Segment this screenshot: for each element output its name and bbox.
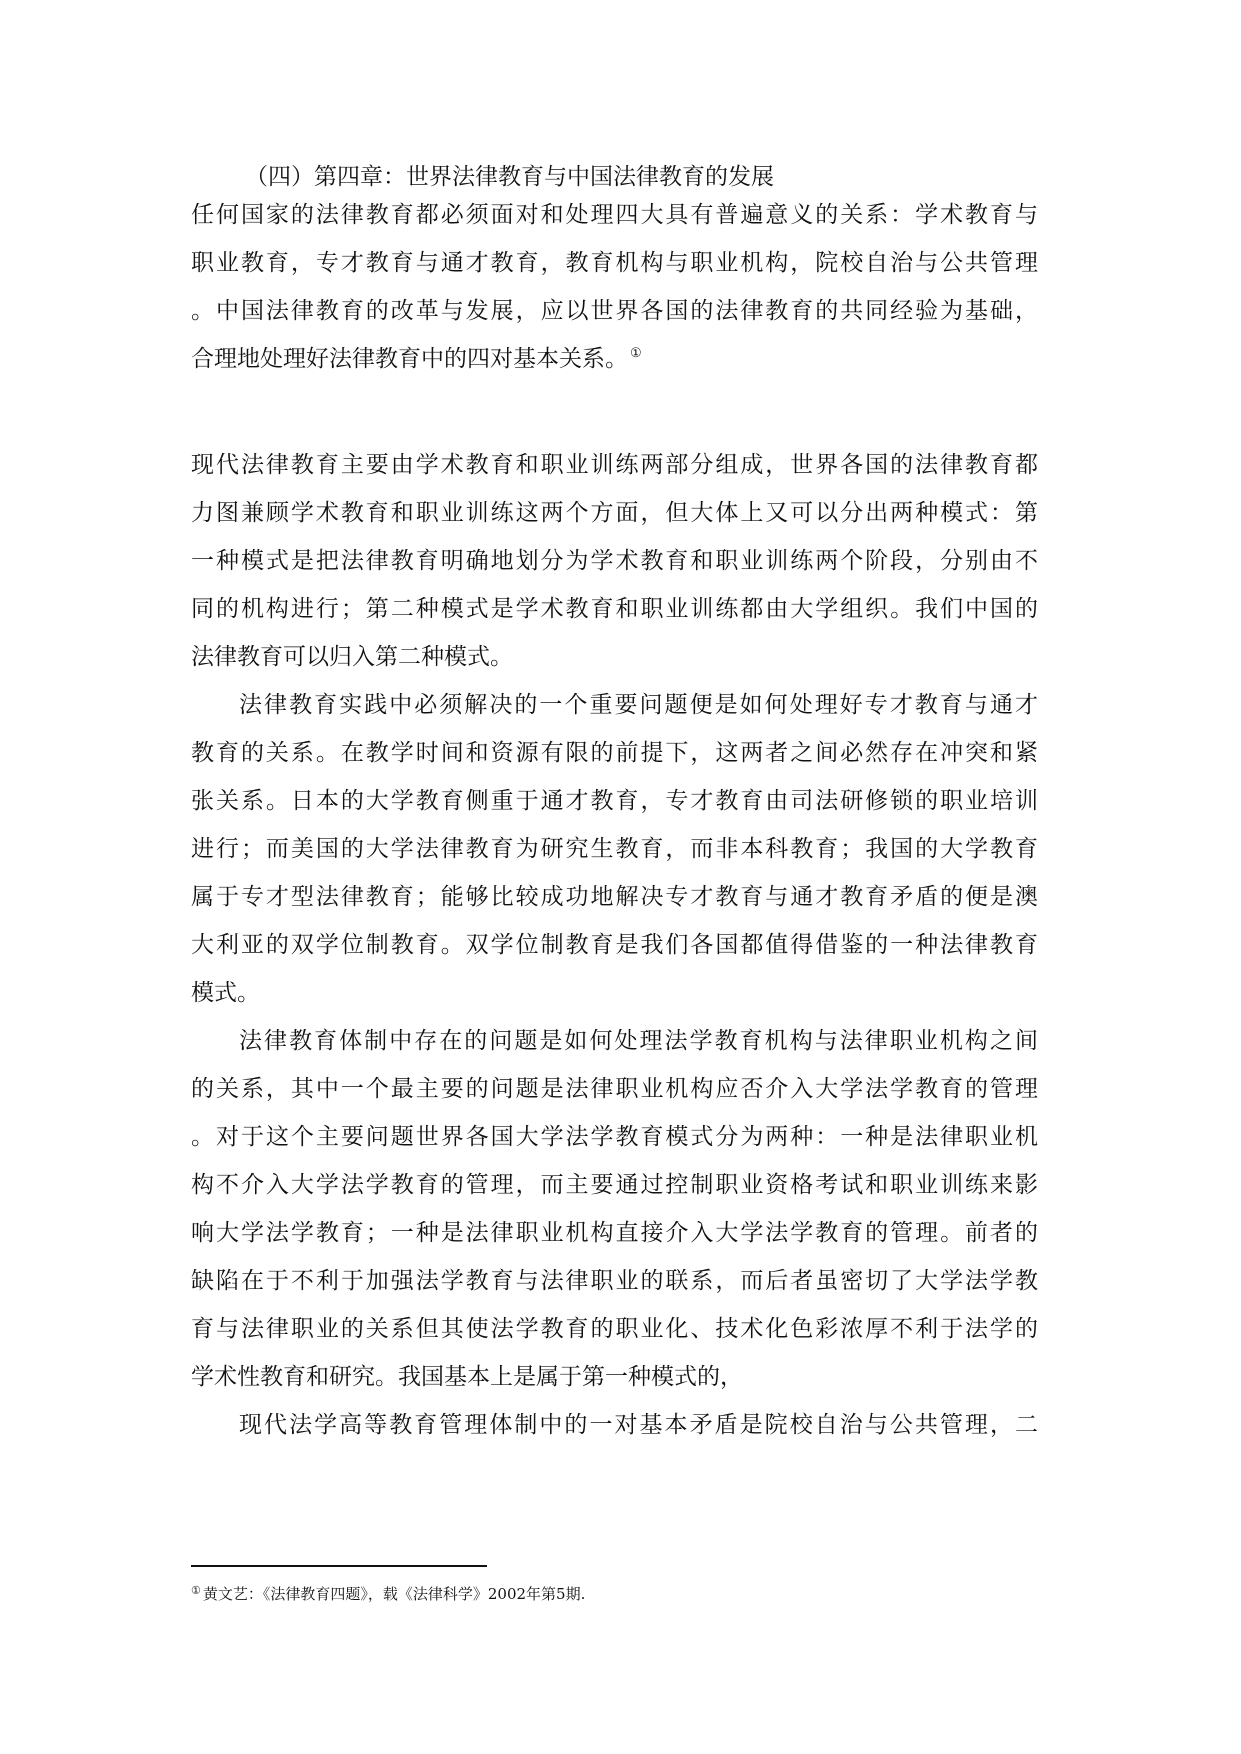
text-line: 职业教育，专才教育与通才教育，教育机构与职业机构，院校自治与公共管理 [191, 250, 1038, 276]
footnote-text: 黄文艺：《法律教育四题》，载《法律科学》2002年第5期. [202, 1585, 586, 1603]
text-line: 。对于这个主要问题世界各国大学法学教育模式分为两种：一种是法律职业机 [191, 1124, 1038, 1150]
text-line: 现代法学高等教育管理体制中的一对基本矛盾是院校自治与公共管理，二 [239, 1412, 1038, 1438]
text-line: 进行；而美国的大学法律教育为研究生教育，而非本科教育；我国的大学教育 [191, 836, 1038, 862]
text-line: 构不介入大学法学教育的管理，而主要通过控制职业资格考试和职业训练来影 [191, 1172, 1038, 1198]
text-line: 学术性教育和研究。我国基本上是属于第一种模式的， [191, 1364, 743, 1390]
text-line: 合理地处理好法律教育中的四对基本关系。 [191, 346, 628, 372]
text-line: 。中国法律教育的改革与发展，应以世界各国的法律教育的共同经验为基础， [191, 298, 1038, 324]
text-line: 力图兼顾学术教育和职业训练这两个方面，但大体上又可以分出两种模式：第 [191, 500, 1038, 526]
text-line: 任何国家的法律教育都必须面对和处理四大具有普遍意义的关系：学术教育与 [191, 202, 1038, 228]
footnote [191, 1583, 585, 1605]
text-line: 张关系。日本的大学教育侧重于通才教育，专才教育由司法研修锁的职业培训 [191, 788, 1038, 814]
text-line: 大利亚的双学位制教育。双学位制教育是我们各国都值得借鉴的一种法律教育 [191, 932, 1038, 958]
section-heading: （四）第四章：世界法律教育与中国法律教育的发展 [245, 164, 774, 190]
text-line: 现代法律教育主要由学术教育和职业训练两部分组成，世界各国的法律教育都 [191, 452, 1038, 478]
text-line: 属于专才型法律教育；能够比较成功地解决专才教育与通才教育矛盾的便是澳 [191, 884, 1038, 910]
text-line-with-footnote [191, 335, 1038, 383]
text-line: 育与法律职业的关系但其使法学教育的职业化、技术化色彩浓厚不利于法学的 [191, 1316, 1038, 1342]
text-line: 一种模式是把法律教育明确地划分为学术教育和职业训练两个阶段，分别由不 [191, 548, 1038, 574]
paragraph-two-models [191, 441, 1038, 681]
text-line: 法律教育体制中存在的问题是如何处理法学教育机构与法律职业机构之间 [239, 1028, 1038, 1054]
paragraph-intro [191, 191, 1038, 383]
footnote-separator [191, 1565, 487, 1567]
text-line: 响大学法学教育；一种是法律职业机构直接介入大学法学教育的管理。前者的 [191, 1220, 1038, 1246]
paragraph-institutions-profession [191, 1017, 1038, 1401]
text-line: 的关系，其中一个最主要的问题是法律职业机构应否介入大学法学教育的管理 [191, 1076, 1038, 1102]
text-line: 法律教育实践中必须解决的一个重要问题便是如何处理好专才教育与通才 [239, 692, 1038, 718]
paragraph-specialist-generalist [191, 681, 1038, 1017]
footnote-number: ① [191, 1584, 201, 1597]
text-line: 教育的关系。在教学时间和资源有限的前提下，这两者之间必然存在冲突和紧 [191, 740, 1038, 766]
footnote-reference[interactable]: ① [630, 346, 642, 361]
text-line: 法律教育可以归入第二种模式。 [191, 644, 513, 670]
text-line: 同的机构进行；第二种模式是学术教育和职业训练都由大学组织。我们中国的 [191, 596, 1038, 622]
paragraph-autonomy-administration [191, 1401, 1038, 1449]
text-line: 缺陷在于不利于加强法学教育与法律职业的联系，而后者虽密切了大学法学教 [191, 1268, 1038, 1294]
text-line: 模式。 [191, 980, 260, 1006]
